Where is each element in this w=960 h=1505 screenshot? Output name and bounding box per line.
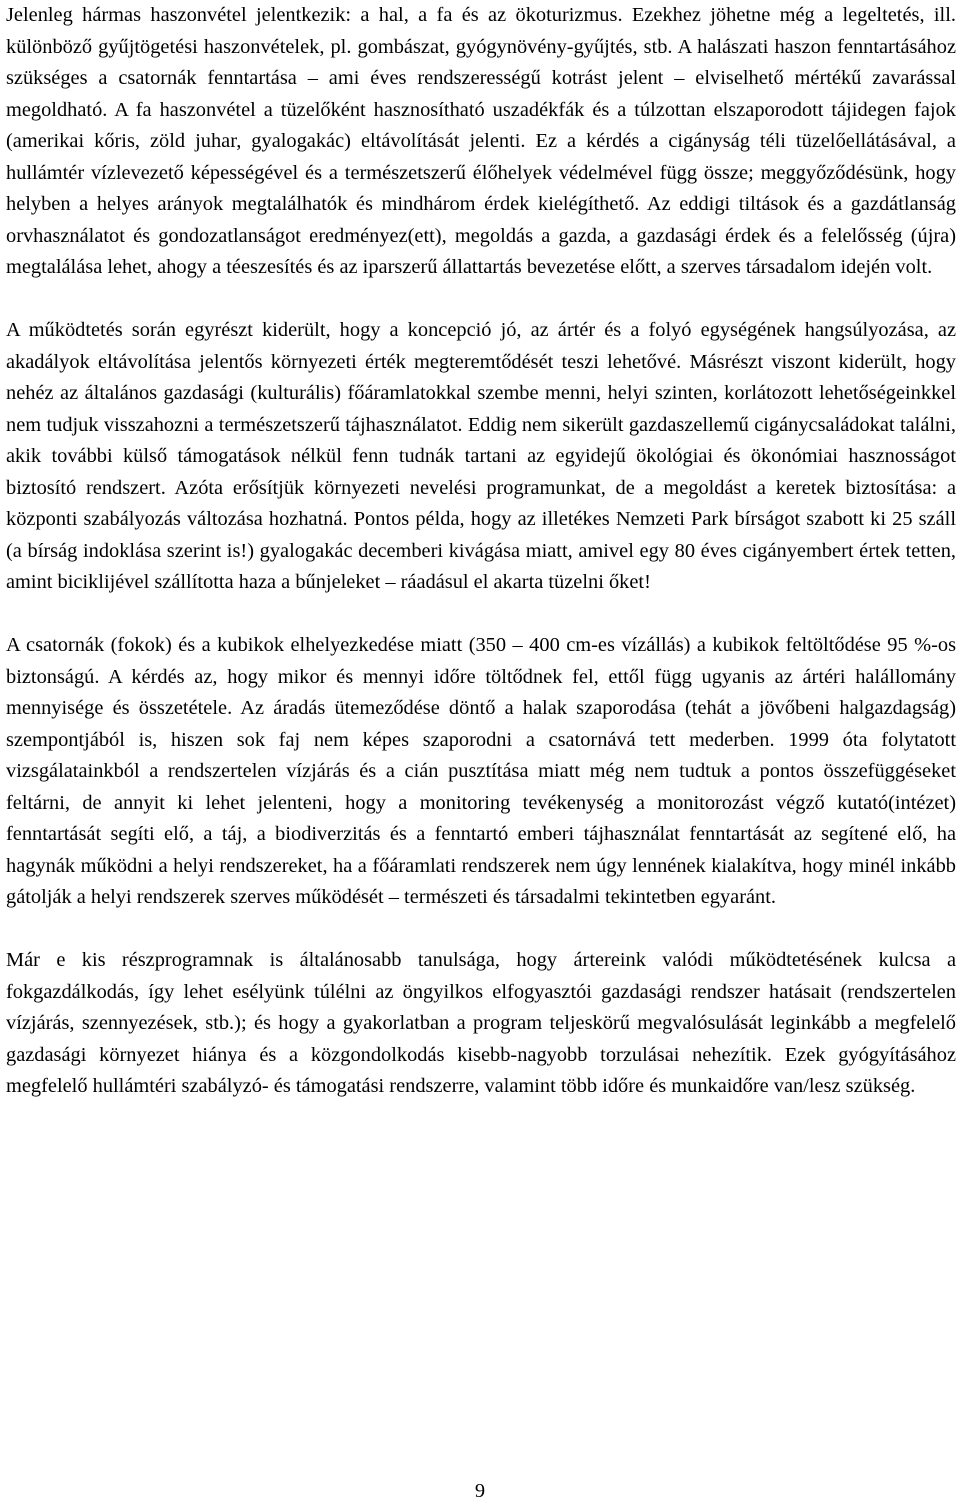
- paragraph-1: Jelenleg hármas haszonvétel jelentkezik: a hal, a fa és az ökoturizmus. Ezekhez jöhetne még a legeltetés, ill. különböző gyűjtögetési haszonvételek, pl. gombászat, gyógynövény-gyűjtés, stb. A halászati haszon fenntartásához szükséges a csatornák fenntartása – ami éves rendszerességű kotrást jelent – elviselhető mértékű zavarással megoldható. A fa haszonvétel a tüzelőként hasznosítható uszadékfák és a túlzottan elszaporodott tájidegen fajok (amerikai kőris, zöld juhar, gyalogakác) eltávolítását jelenti. Ez a kérdés a cigányság téli tüzelőellátásával, a hullámtér vízlevezető képességével és a természetszerű élőhelyek védelmével függ össze; meggyőződésünk, hogy helyben a helyes arányok megtalálhatók és mindhárom érdek kielégíthető. Az eddigi tiltások és a gazdátlanság orvhasználatot és gondozatlanságot eredményez(ett), megoldás a gazda, a gazdasági érdek és a felelősség (újra) megtalálása lehet, ahogy a téeszesítés és az iparszerű állattartás bevezetése előtt, a szerves társadalom idején volt.: [6, 4, 956, 278]
- paragraph-3: A csatornák (fokok) és a kubikok elhelyezkedése miatt (350 – 400 cm-es vízállás) a kubikok feltöltődése 95 %-os biztonságú. A kérdés az, hogy mikor és mennyi időre töltődnek fel, ettől függ ugyanis az ártéri halállomány mennyisége és összetétele. Az áradás ütemeződése döntő a halak szaporodása (tehát a jövőbeni halgazdagság) szempontjából is, hiszen sok faj nem képes szaporodni a csatornává tett mederben. 1999 óta folytatott vizsgálatainkból a rendszertelen vízjárás és a cián pusztítása miatt még nem tudtuk a pontos összefüggéseket feltárni, de annyit ki lehet jelenteni, hogy a monitoring tevékenység a monitorozást végző kutató(intézet) fenntartását segíti elő, a táj, a biodiverzitás és a fenntartó emberi tájhasználat fenntartását az segítené elő, ha hagynák működni a helyi rendszereket, ha a főáramlati rendszerek nem úgy lennének kialakítva, hogy minél inkább gátolják a helyi rendszerek szerves működését – természeti és társadalmi tekintetben egyaránt.: [6, 634, 956, 908]
- paragraph-2: A működtetés során egyrészt kiderült, hogy a koncepció jó, az ártér és a folyó egységének hangsúlyozása, az akadályok eltávolítása jelentős környezeti érték megteremtődését teszi lehetővé. Másrészt viszont kiderült, hogy nehéz az általános gazdasági (kulturális) főáramlatokkal szembe menni, helyi szinten, korlátozott lehetőségeinkkel nem tudjuk visszahozni a természetszerű tájhasználatot. Eddig nem sikerült gazdaszellemű cigánycsaládokat találni, akik további külső támogatások nélkül fenn tudnák tartani az egyidejű ökológiai és ökonómiai hasznosságot biztosító rendszert. Azóta erősítjük környezeti nevelési programunkat, de a megoldást a keretek biztosítása: a központi szabályozás változása hozhatná. Pontos példa, hogy az illetékes Nemzeti Park bírságot szabott ki 25 száll (a bírság indoklása szerint is!) gyalogakác decemberi kivágása miatt, amivel egy 80 éves cigányembert értek tetten, amint biciklijével szállította haza a bűnjeleket – ráadásul el akarta tüzelni őket!: [6, 319, 956, 593]
- document-body: [6, 0, 956, 1103]
- paragraph-4: Már e kis részprogramnak is általánosabb tanulsága, hogy ártereink valódi működtetésének kulcsa a fokgazdálkodás, így lehet esélyünk túlélni az öngyilkos elfogyasztói gazdasági rendszer hatásait (rendszertelen vízjárás, szennyezések, stb.); és hogy a gyakorlatban a program teljeskörű megvalósulását leginkább a megfelelő gazdasági környezet hiánya és a közgondolkodás kisebb-nagyobb torzulásai nehezítik. Ezek gyógyításához megfelelő hullámtéri szabályzó- és támogatási rendszerre, valamint több időre és munkaidőre van/lesz szükség.: [6, 949, 956, 1097]
- page-number: 9: [474, 1480, 486, 1502]
